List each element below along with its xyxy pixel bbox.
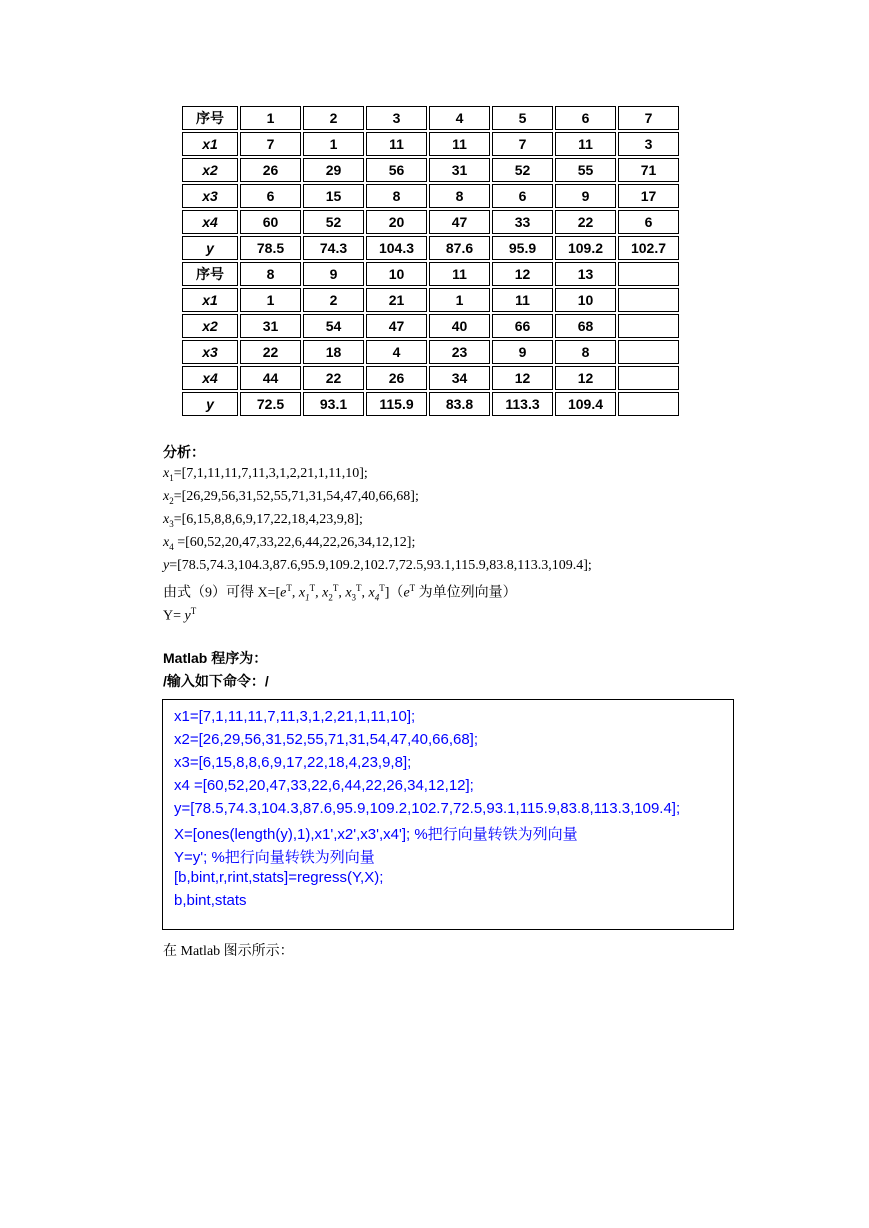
table-cell: 71 [618,158,679,182]
table-cell: 74.3 [303,236,364,260]
analysis-heading: 分析： [163,444,205,460]
table-cell: 93.1 [303,392,364,416]
table-cell: 11 [429,132,490,156]
table-row [182,262,679,286]
table-cell: 8 [555,340,616,364]
table-cell: 68 [555,314,616,338]
table-row [182,184,679,208]
table-cell: 13 [555,262,616,286]
code-line: x4 =[60,52,20,47,33,22,6,44,22,26,34,12,12]; [174,777,474,794]
code-line: y=[78.5,74.3,104.3,87.6,95.9,109.2,102.7,72.5,93.1,115.9,83.8,113.3,109.4]; [174,800,681,817]
table-cell: 52 [492,158,553,182]
table-cell: 22 [303,366,364,390]
table-row [182,236,679,260]
table-cell: 109.2 [555,236,616,260]
table-cell: 3 [366,106,427,130]
table-cell: 23 [429,340,490,364]
table-row [182,158,679,182]
x4-line: $x_4 =[60,52,20,47,33,22,6,44,22,26,34,12,12]$; [163,535,416,552]
table-cell: 10 [366,262,427,286]
table-cell: 12 [492,262,553,286]
table-cell: 8 [366,184,427,208]
table-cell: 34 [429,366,490,390]
code-line: [b,bint,r,rint,stats]=regress(Y,X); [174,869,384,886]
row-label: x2 [182,158,238,182]
table-cell: 11 [492,288,553,312]
table-cell: 7 [240,132,301,156]
table-cell: 18 [303,340,364,364]
table-row [182,314,679,338]
table-cell: 15 [303,184,364,208]
table-cell: 6 [618,210,679,234]
code-line: b,bint,stats [174,892,247,909]
table-cell: 6 [492,184,553,208]
data-table [180,104,681,418]
row-label: 序号 [182,262,238,286]
table-cell: 22 [240,340,301,364]
table-cell: 9 [492,340,553,364]
row-label: x3 [182,184,238,208]
table-cell: 44 [240,366,301,390]
table-cell: 1 [240,288,301,312]
table-cell: 20 [366,210,427,234]
table-cell: 1 [429,288,490,312]
table-cell [618,366,679,390]
y-line: y=[78.5,74.3,104.3,87.6,95.9,109.2,102.7,72.5,93.1,115.9,83.8,113.3,109.4]; [163,558,592,573]
table-cell: 95.9 [492,236,553,260]
table-cell [618,288,679,312]
table-cell: 1 [303,132,364,156]
table-cell: 7 [492,132,553,156]
table-cell [618,340,679,364]
footer-text: 在 Matlab 图示所示： [163,944,294,959]
y-transpose-line: $Y= y^T$ [163,606,197,624]
table-row [182,366,679,390]
row-label: x1 [182,132,238,156]
table-cell: 31 [240,314,301,338]
table-cell: 31 [429,158,490,182]
table-cell: 113.3 [492,392,553,416]
table-cell: 47 [429,210,490,234]
table-cell: 9 [555,184,616,208]
code-line: X=[ones(length(y),1),x1',x2',x3',x4']; %把行向量转铁为列向量 [174,826,578,843]
table-row [182,288,679,312]
table-cell: 104.3 [366,236,427,260]
table-cell: 78.5 [240,236,301,260]
row-label: x4 [182,210,238,234]
table-cell: 109.4 [555,392,616,416]
table-cell: 60 [240,210,301,234]
row-label: y [182,236,238,260]
table-cell: 83.8 [429,392,490,416]
row-label: x1 [182,288,238,312]
table-cell: 115.9 [366,392,427,416]
table-cell: 26 [366,366,427,390]
table-row [182,210,679,234]
row-label: x3 [182,340,238,364]
table-cell: 4 [429,106,490,130]
table-cell: 2 [303,288,364,312]
table-cell: 3 [618,132,679,156]
matlab-instruction: /输入如下命令：/ [163,673,269,689]
table-cell: 22 [555,210,616,234]
table-cell: 29 [303,158,364,182]
table-cell: 11 [366,132,427,156]
table-cell: 11 [429,262,490,286]
table-cell: 17 [618,184,679,208]
table-row [182,392,679,416]
code-line: x2=[26,29,56,31,52,55,71,31,54,47,40,66,68]; [174,731,479,748]
table-cell [618,314,679,338]
row-label: x2 [182,314,238,338]
table-cell: 2 [303,106,364,130]
table-cell: 4 [366,340,427,364]
table-cell: 12 [492,366,553,390]
table-cell: 87.6 [429,236,490,260]
code-line: x1=[7,1,11,11,7,11,3,1,2,21,1,11,10]; [174,708,416,725]
table-cell: 26 [240,158,301,182]
table-cell: 102.7 [618,236,679,260]
code-line: x3=[6,15,8,8,6,9,17,22,18,4,23,9,8]; [174,754,412,771]
table-cell: 8 [429,184,490,208]
code-line: Y=y'; %把行向量转铁为列向量 [174,849,375,866]
table-cell: 11 [555,132,616,156]
table-cell: 72.5 [240,392,301,416]
table-cell: 9 [303,262,364,286]
formula-line: 由式（9）可得 $X=[e^T$, $x_1^T$, $x_2^T$, $x_3^T$, $x_4^T](e^T$ 为单位列向量） [163,583,517,603]
code-block [162,699,734,930]
table-row [182,340,679,364]
table-cell: 47 [366,314,427,338]
table-cell: 10 [555,288,616,312]
table-cell: 7 [618,106,679,130]
table-cell: 66 [492,314,553,338]
table-cell: 6 [555,106,616,130]
table-cell [618,262,679,286]
table-cell: 55 [555,158,616,182]
table-cell: 54 [303,314,364,338]
table-cell [618,392,679,416]
x3-line: $x_3=[6,15,8,8,6,9,17,22,18,4,23,9,8]$; [163,512,363,529]
table-cell: 6 [240,184,301,208]
row-label: 序号 [182,106,238,130]
row-label: x4 [182,366,238,390]
x1-line: $x_1=[7,1,11,11,7,11,3,1,2,21,1,11,10]$; [163,466,368,483]
row-label: y [182,392,238,416]
table-cell: 21 [366,288,427,312]
table-cell: 8 [240,262,301,286]
table-cell: 5 [492,106,553,130]
table-row [182,132,679,156]
table-cell: 12 [555,366,616,390]
table-cell: 52 [303,210,364,234]
matlab-heading: Matlab 程序为： [163,650,268,666]
table-cell: 56 [366,158,427,182]
table-row [182,106,679,130]
table-cell: 40 [429,314,490,338]
table-cell: 1 [240,106,301,130]
table-cell: 33 [492,210,553,234]
x2-line: $x_2=[26,29,56,31,52,55,71,31,54,47,40,66,68]$; [163,489,419,506]
